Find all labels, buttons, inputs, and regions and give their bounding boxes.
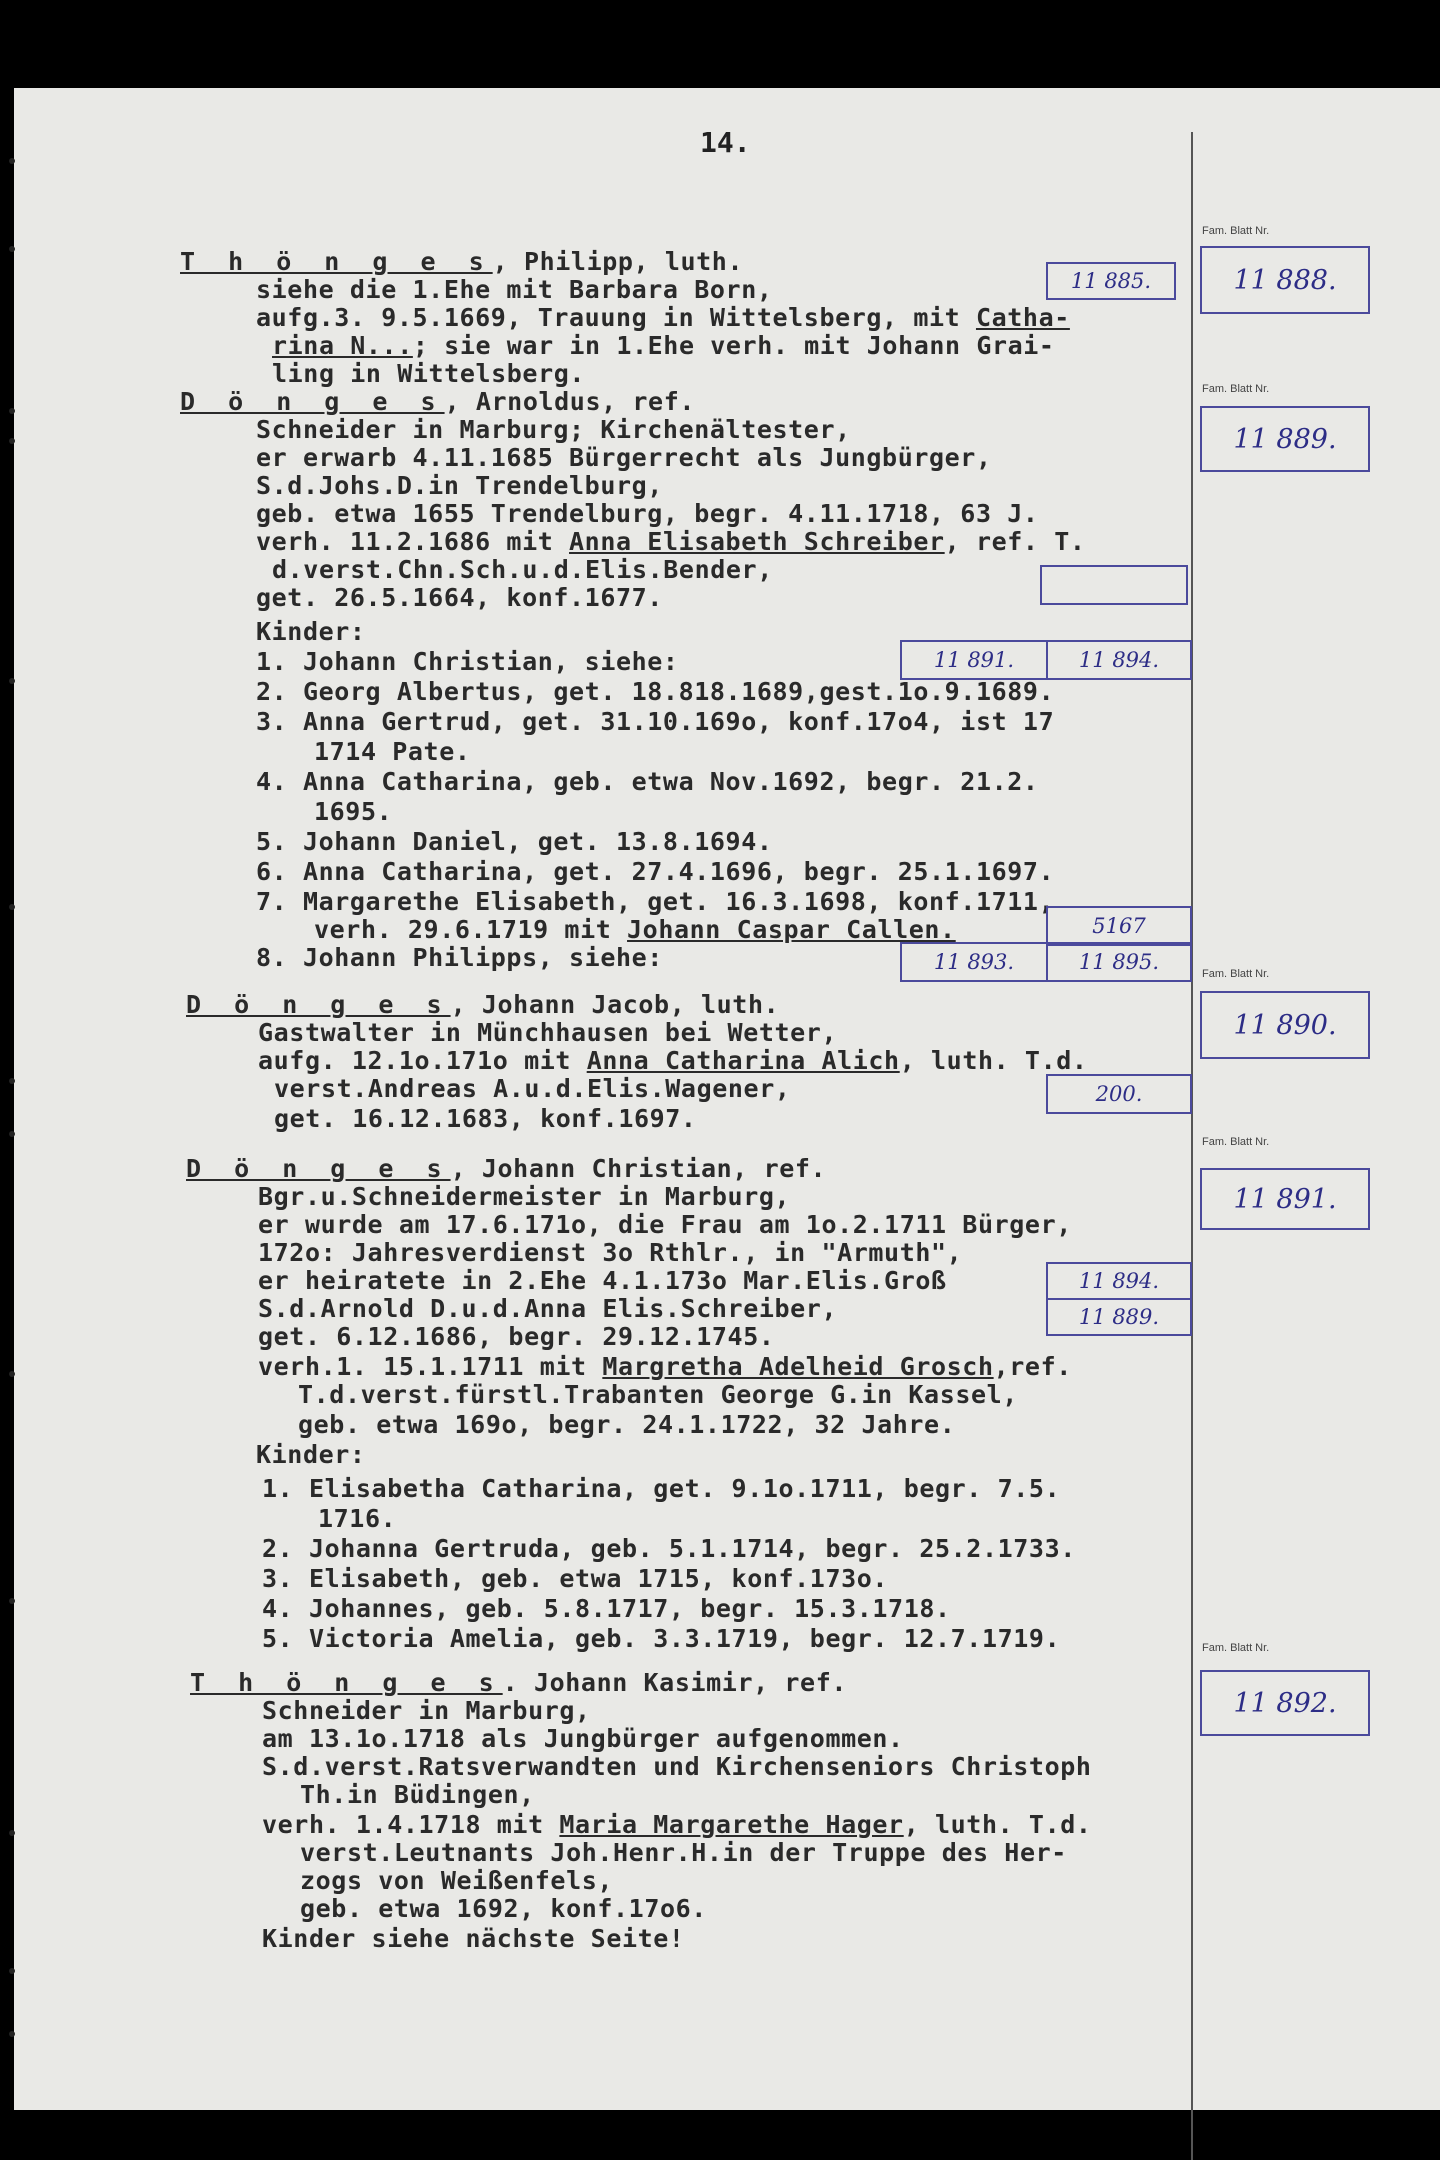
entry-line: get. 16.12.1683, konf.1697. <box>274 1104 697 1133</box>
page-number: 14. <box>700 126 751 159</box>
child-line: 7. Margarethe Elisabeth, get. 16.3.1698, konf.1711, <box>256 887 1055 916</box>
entry-line: Th.in Büdingen, <box>300 1780 535 1809</box>
child-line <box>314 915 956 944</box>
spouse-name: rina N... <box>272 331 413 360</box>
reference-box: 11 895. <box>1046 942 1192 982</box>
reference-box: 11 894. <box>1046 1262 1192 1300</box>
punch-hole <box>9 2031 15 2037</box>
entry-line: Schneider in Marburg; Kirchenältester, <box>256 415 851 444</box>
entry-line: S.d.Johs.D.in Trendelburg, <box>256 471 663 500</box>
child-line: 2. Johanna Gertruda, geb. 5.1.1714, begr. 25.2.1733. <box>262 1534 1076 1563</box>
reference-box: 11 889. <box>1046 1298 1192 1336</box>
spouse-name: Catha- <box>975 303 1070 332</box>
entry-line: S.d.verst.Ratsverwandten und Kirchenseniors Christoph <box>262 1752 1092 1781</box>
child-line: 3. Anna Gertrud, get. 31.10.169o, konf.17o4, ist 17 <box>256 707 1055 736</box>
spouse-name: Anna Elisabeth Schreiber <box>569 527 945 556</box>
entry-line: er wurde am 17.6.171o, die Frau am 1o.2.1711 Bürger, <box>258 1210 1072 1239</box>
reference-box: 200. <box>1046 1074 1192 1114</box>
entry-line: T.d.verst.fürstl.Trabanten George G.in Kassel, <box>298 1380 1018 1409</box>
reference-box: 11 885. <box>1046 262 1176 300</box>
entry-line: zogs von Weißenfels, <box>300 1866 614 1895</box>
child-line: 3. Elisabeth, geb. etwa 1715, konf.173o. <box>262 1564 889 1593</box>
entry-line-text: , ref. T. <box>944 527 1086 556</box>
entry-line: get. 26.5.1664, konf.1677. <box>256 583 663 612</box>
entry-line-text: , luth. T.d. <box>899 1046 1088 1075</box>
entry-line-text: ; sie war in 1.Ehe verh. mit Johann Grai- <box>412 331 1055 360</box>
entry-line <box>262 1810 1092 1839</box>
spouse-name: Maria Margarethe Hager <box>559 1810 904 1839</box>
child-line: 2. Georg Albertus, get. 18.818.1689,gest.1o.9.1689. <box>256 677 1055 706</box>
entry-line: ling in Wittelsberg. <box>272 359 586 388</box>
entry-heading <box>190 1668 847 1697</box>
entry-line-text: verh.1. 15.1.1711 mit <box>258 1352 603 1381</box>
punch-hole <box>9 1131 15 1137</box>
entry-line-text: ,ref. <box>993 1352 1072 1381</box>
child-line: 6. Anna Catharina, get. 27.4.1696, begr. 25.1.1697. <box>256 857 1055 886</box>
entry-line-text: , luth. T.d. <box>903 1810 1092 1839</box>
entry-line: er heiratete in 2.Ehe 4.1.173o Mar.Elis.Groß <box>258 1266 947 1295</box>
fam-blatt-number: 11 891. <box>1200 1168 1370 1230</box>
entry-heading <box>180 387 695 416</box>
child-line: 5. Johann Daniel, get. 13.8.1694. <box>256 827 773 856</box>
punch-hole <box>9 1830 15 1836</box>
entry-line: d.verst.Chn.Sch.u.d.Elis.Bender, <box>272 555 773 584</box>
punch-hole <box>9 1371 15 1377</box>
entry-line: verst.Andreas A.u.d.Elis.Wagener, <box>274 1074 791 1103</box>
entry-heading <box>186 1154 826 1183</box>
entry-name: , Johann Jacob, luth. <box>450 990 780 1019</box>
fam-blatt-label: Fam. Blatt Nr. <box>1202 1136 1270 1148</box>
child-line: 1716. <box>318 1504 397 1533</box>
child-line: 8. Johann Philipps, siehe: <box>256 943 663 972</box>
entry-line: Gastwalter in Münchhausen bei Wetter, <box>258 1018 838 1047</box>
child-line: 5. Victoria Amelia, geb. 3.3.1719, begr. 12.7.1719. <box>262 1624 1061 1653</box>
fam-blatt-number: 11 888. <box>1200 246 1370 314</box>
fam-blatt-number: 11 890. <box>1200 991 1370 1059</box>
child-line: 1. Johann Christian, siehe: <box>256 647 679 676</box>
child-line: 4. Johannes, geb. 5.8.1717, begr. 15.3.1718. <box>262 1594 951 1623</box>
punch-hole <box>9 678 15 684</box>
entry-line: Bgr.u.Schneidermeister in Marburg, <box>258 1182 791 1211</box>
punch-hole <box>9 438 15 444</box>
entry-line: Kinder: <box>256 1440 366 1469</box>
punch-hole <box>9 1598 15 1604</box>
reference-box: 11 894. <box>1046 640 1192 680</box>
entry-line: verst.Leutnants Joh.Henr.H.in der Truppe des Her- <box>300 1838 1067 1867</box>
punch-hole <box>9 1968 15 1974</box>
surname: D ö n g e s <box>186 990 451 1019</box>
entry-name: , Johann Christian, ref. <box>450 1154 827 1183</box>
entry-line: geb. etwa 1655 Trendelburg, begr. 4.11.1718, 63 J. <box>256 499 1039 528</box>
entry-name: , Philipp, luth. <box>492 247 744 276</box>
entry-line <box>258 1352 1072 1381</box>
entry-line: 172o: Jahresverdienst 3o Rthlr., in "Armuth", <box>258 1238 963 1267</box>
entry-line <box>256 303 1070 332</box>
entry-line: siehe die 1.Ehe mit Barbara Born, <box>256 275 773 304</box>
entry-line: am 13.1o.1718 als Jungbürger aufgenommen. <box>262 1724 904 1753</box>
punch-hole <box>9 246 15 252</box>
surname: D ö n g e s <box>180 387 445 416</box>
fam-blatt-label: Fam. Blatt Nr. <box>1202 383 1270 395</box>
margin-rule <box>1191 132 1193 2160</box>
entry-line: get. 6.12.1686, begr. 29.12.1745. <box>258 1322 775 1351</box>
fam-blatt-label: Fam. Blatt Nr. <box>1202 968 1270 980</box>
entry-heading <box>180 247 743 276</box>
entry-line <box>258 1046 1088 1075</box>
surname: T h ö n g e s <box>180 247 493 276</box>
spouse-name: Anna Catharina Alich <box>586 1046 900 1075</box>
entry-line: Kinder: <box>256 617 366 646</box>
entry-line: er erwarb 4.11.1685 Bürgerrecht als Jungbürger, <box>256 443 992 472</box>
entry-name: , Arnoldus, ref. <box>444 387 695 416</box>
entry-line-text: aufg.3. 9.5.1669, Trauung in Wittelsberg, mit <box>256 303 976 332</box>
fam-blatt-label: Fam. Blatt Nr. <box>1202 225 1270 237</box>
entry-line: geb. etwa 1692, konf.17o6. <box>300 1894 707 1923</box>
entry-line: Kinder siehe nächste Seite! <box>262 1924 685 1953</box>
entry-line: S.d.Arnold D.u.d.Anna Elis.Schreiber, <box>258 1294 838 1323</box>
entry-line: Schneider in Marburg, <box>262 1696 591 1725</box>
child-line: 1695. <box>314 797 393 826</box>
surname: T h ö n g e s <box>190 1668 503 1697</box>
reference-box <box>1040 565 1188 605</box>
fam-blatt-number: 11 892. <box>1200 1670 1370 1736</box>
entry-heading <box>186 990 779 1019</box>
child-line: 1. Elisabetha Catharina, get. 9.1o.1711, begr. 7.5. <box>262 1474 1061 1503</box>
entry-line: geb. etwa 169o, begr. 24.1.1722, 32 Jahre. <box>298 1410 956 1439</box>
punch-hole <box>9 904 15 910</box>
entry-line-text: verh. 29.6.1719 mit <box>314 915 628 944</box>
punch-hole <box>9 408 15 414</box>
spouse-name: Margretha Adelheid Grosch <box>602 1352 994 1381</box>
child-line: 1714 Pate. <box>314 737 471 766</box>
fam-blatt-number: 11 889. <box>1200 406 1370 472</box>
entry-name: . Johann Kasimir, ref. <box>502 1668 847 1697</box>
child-line: 4. Anna Catharina, geb. etwa Nov.1692, begr. 21.2. <box>256 767 1039 796</box>
reference-box: 5167 <box>1046 906 1192 946</box>
entry-line-text: verh. 11.2.1686 mit <box>256 527 570 556</box>
fam-blatt-label: Fam. Blatt Nr. <box>1202 1642 1270 1654</box>
reference-box: 11 891. <box>900 640 1048 680</box>
punch-hole <box>9 158 15 164</box>
entry-line-text: aufg. 12.1o.171o mit <box>258 1046 587 1075</box>
entry-line <box>256 527 1086 556</box>
entry-line-text: verh. 1.4.1718 mit <box>262 1810 560 1839</box>
reference-box: 11 893. <box>900 942 1048 982</box>
spouse-name: Johann Caspar Callen. <box>627 915 956 944</box>
entry-line <box>272 331 1055 360</box>
surname: D ö n g e s <box>186 1154 451 1183</box>
punch-hole <box>9 1078 15 1084</box>
